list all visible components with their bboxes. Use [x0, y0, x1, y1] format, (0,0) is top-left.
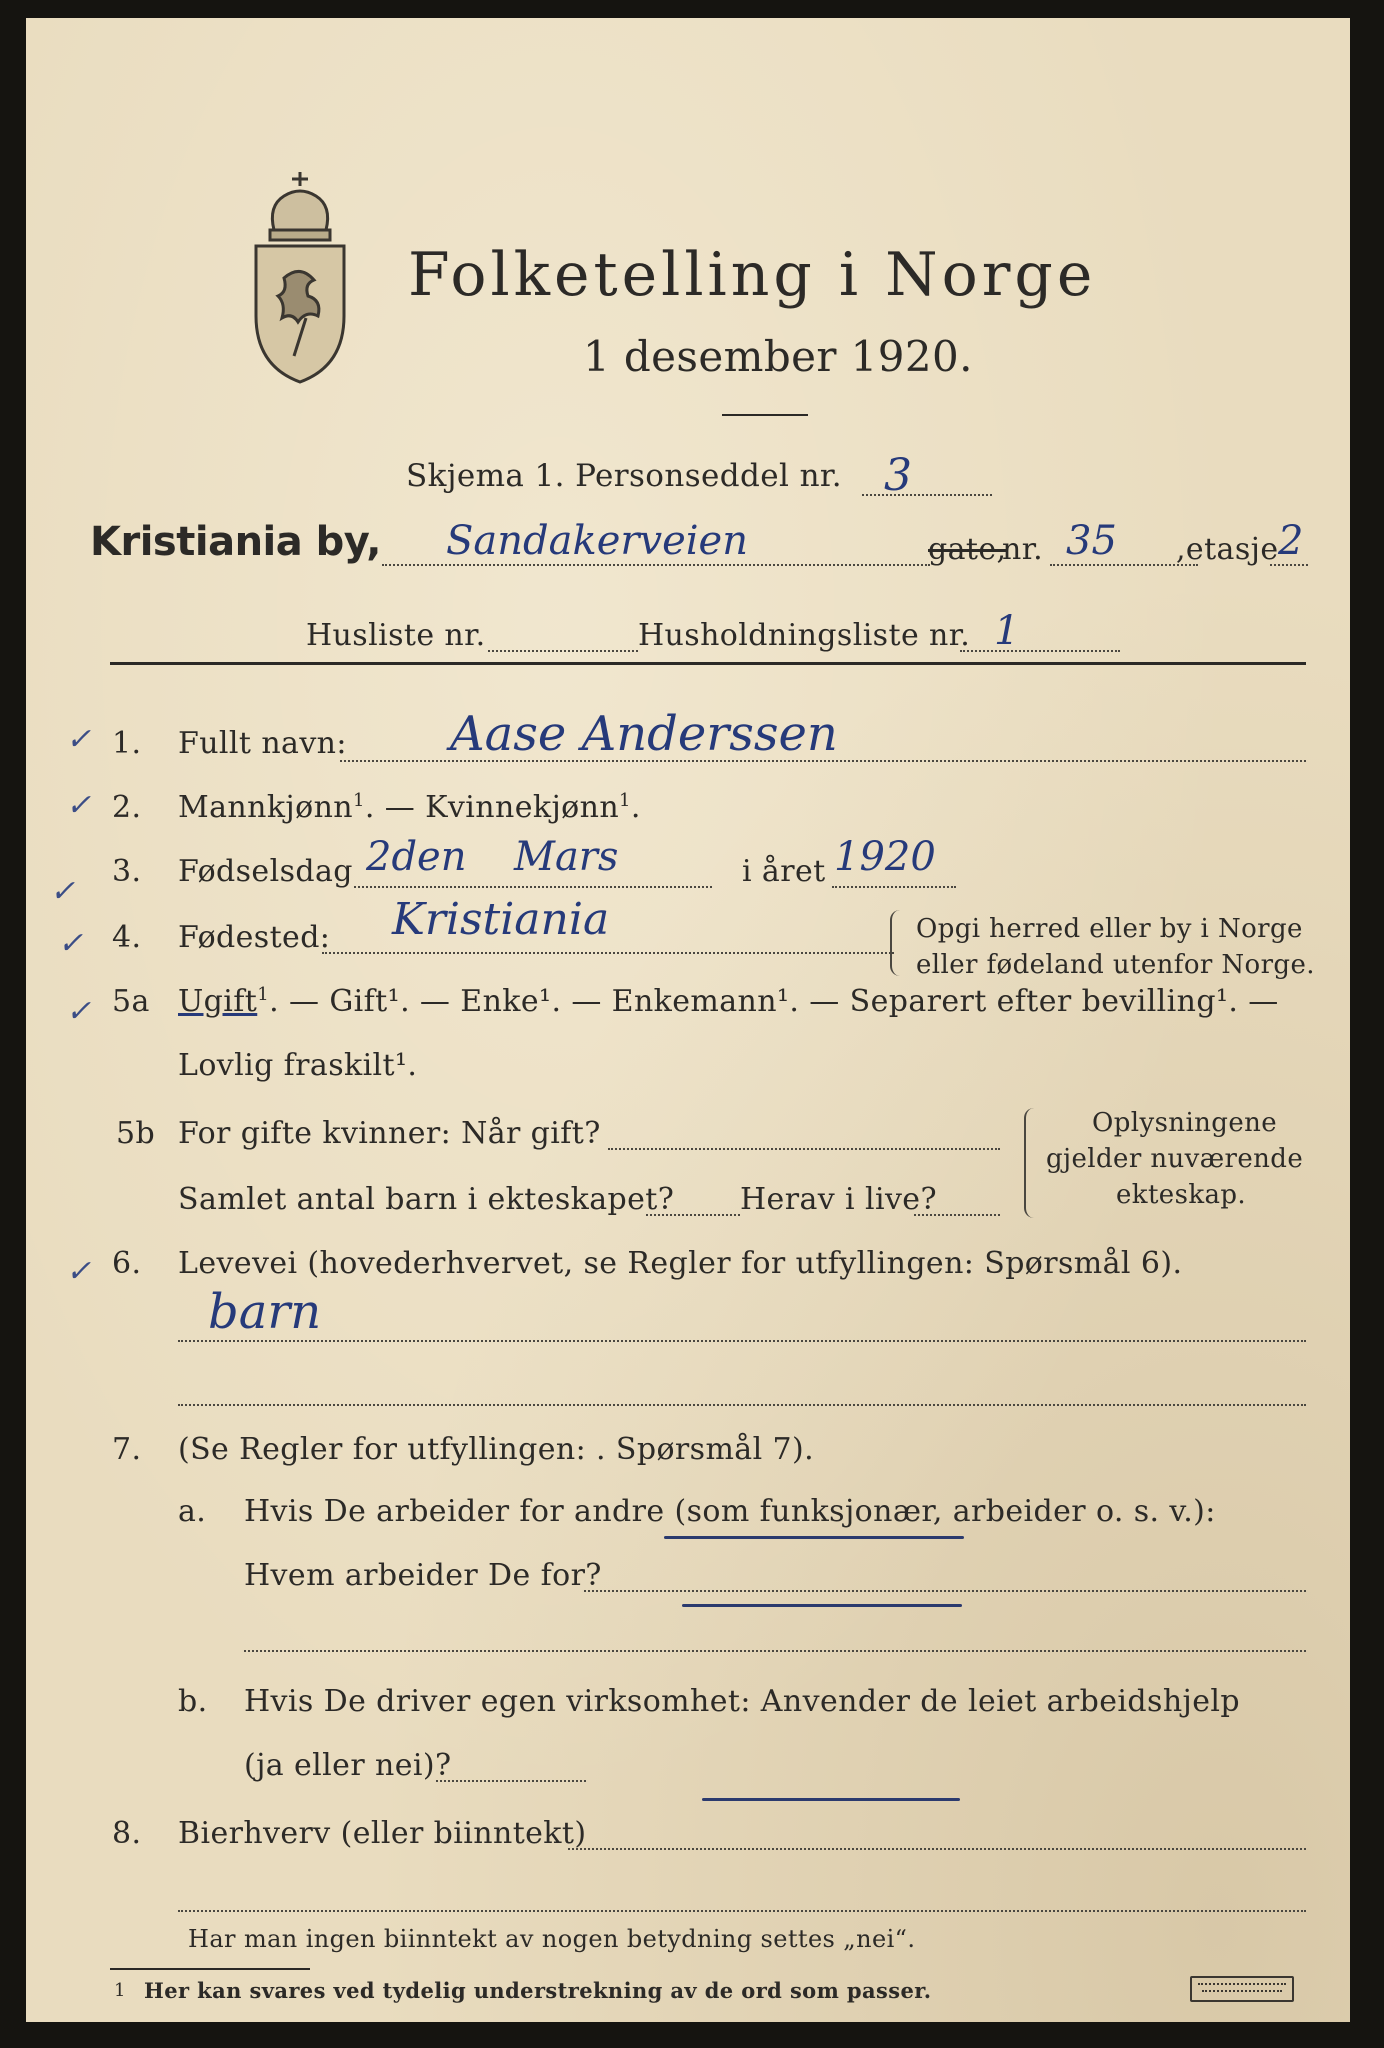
checkmark: ✓ [66, 1254, 92, 1289]
q5a-number: 5a [112, 984, 150, 1019]
checkmark: ✓ [66, 788, 92, 823]
husholdningsliste-value: 1 [994, 608, 1020, 654]
q7b-letter: b. [178, 1684, 208, 1719]
q5b-note-brace [1024, 1108, 1036, 1218]
city-label: Kristiania by, [90, 519, 381, 565]
q4-note-line2: eller fødeland utenfor Norge. [916, 950, 1315, 980]
q5b-label3: Herav i live? [740, 1182, 937, 1217]
male-option: Mannkjønn [178, 790, 354, 825]
q7a-sub: Hvem arbeider De for? [244, 1558, 602, 1593]
etasje-line [1270, 564, 1308, 566]
q6-label: Levevei (hovederhvervet, se Regler for utfyllingen: Spørsmål 6). [178, 1246, 1183, 1281]
etasje-label: ,etasje [1176, 532, 1279, 567]
q4-note-line1: Opgi herred eller by i Norge [916, 914, 1303, 944]
q8-number: 8. [112, 1816, 142, 1851]
q5b-note-line3: ekteskap. [1116, 1180, 1247, 1210]
q3-year-label: i året [742, 854, 826, 889]
q6-number: 6. [112, 1246, 142, 1281]
nr-value: 35 [1066, 518, 1117, 564]
q5b-label2: Samlet antal barn i ekteskapet? [178, 1182, 675, 1217]
q8-dash-stroke [702, 1798, 960, 1801]
q3-label: Fødselsdag [178, 854, 353, 889]
nr-label: nr. [1002, 532, 1044, 567]
q3-year-value: 1920 [834, 834, 936, 880]
husholdningsliste-label: Husholdningsliste nr. [638, 618, 971, 653]
husliste-label: Husliste nr. [306, 618, 486, 653]
q3-year-line [832, 886, 956, 888]
q1-label: Fullt navn: [178, 726, 347, 761]
q7-number: 7. [112, 1432, 142, 1467]
q2-options: Mannkjønn$^1$. — Kvinnekjønn$^1$. [178, 790, 641, 825]
q5a-line2: Lovlig fraskilt¹. [178, 1048, 418, 1083]
street-line [382, 564, 930, 566]
checkmark: ✓ [58, 926, 84, 961]
schema-number-value: 3 [884, 450, 912, 501]
q7b-sub: (ja eller nei)? [244, 1748, 452, 1783]
schema-number-line [862, 494, 992, 496]
q3-day-value: 2den [366, 834, 467, 880]
husholdningsliste-line [960, 650, 1120, 652]
footnote-divider [110, 1968, 310, 1970]
q7a-dash-stroke-2 [682, 1604, 962, 1607]
q6-line2 [178, 1404, 1306, 1406]
q2-number: 2. [112, 790, 142, 825]
q8-line2 [178, 1910, 1306, 1912]
q3-month-value: Mars [514, 834, 619, 880]
q5a-other-options: . — Gift¹. — Enke¹. — Enkemann¹. — Separert efter bevilling¹. — [269, 984, 1279, 1019]
form-title: Folketelling i Norge [408, 240, 1097, 310]
title-divider [722, 414, 808, 416]
census-form [26, 18, 1350, 2022]
footer-note: Har man ingen biinntekt av nogen betydning settes „nei“. [188, 1925, 916, 1953]
coat-of-arms-icon [244, 168, 356, 388]
footnote-text: Her kan svares ved tydelig understrekning av de ord som passer. [144, 1978, 932, 2003]
q8-line1 [568, 1848, 1306, 1850]
q5b-married-line [608, 1148, 1000, 1150]
q8-label: Bierhverv (eller biinntekt) [178, 1816, 587, 1851]
gate-label: gate, [928, 532, 1007, 567]
footnote-mark: 1 [114, 1980, 126, 2001]
q5b-children-line [646, 1214, 740, 1216]
q7a-line1 [584, 1590, 1306, 1592]
q5b-note-line2: gjelder nuværende [1046, 1144, 1304, 1174]
q4-number: 4. [112, 920, 142, 955]
street-value: Sandakerveien [446, 518, 748, 564]
q3-number: 3. [112, 854, 142, 889]
female-option: Kvinnekjønn [425, 790, 620, 825]
q7b-line [436, 1780, 586, 1782]
q7a-text: Hvis De arbeider for andre (som funksjonær, arbeider o. s. v.): [244, 1494, 1216, 1529]
q5b-note-line1: Oplysningene [1092, 1108, 1278, 1138]
census-date: 1 desember 1920. [583, 332, 973, 381]
q3-date-line [354, 886, 712, 888]
q4-value: Kristiania [392, 894, 610, 945]
q4-label: Fødested: [178, 920, 331, 955]
q4-line [322, 952, 894, 954]
etasje-value: 2 [1278, 518, 1304, 564]
q6-value: barn [208, 1284, 322, 1340]
q6-line1 [178, 1340, 1306, 1342]
schema-label: Skjema 1. Personseddel nr. [406, 458, 842, 494]
checkmark: ✓ [50, 874, 76, 909]
checkmark: ✓ [66, 722, 92, 757]
q5b-label1: For gifte kvinner: Når gift? [178, 1116, 601, 1151]
q7b-text: Hvis De driver egen virksomhet: Anvender de leiet arbeidshjelp [244, 1684, 1240, 1719]
q7-label: (Se Regler for utfyllingen: . Spørsmål 7). [178, 1432, 815, 1467]
q5a-options: Ugift$^1$. — Gift¹. — Enke¹. — Enkemann¹. — Separert efter bevilling¹. — [178, 984, 1279, 1019]
q4-note-brace [890, 910, 900, 976]
q7a-letter: a. [178, 1494, 207, 1529]
printer-stamp [1190, 1976, 1294, 2002]
q7a-dash-stroke [664, 1536, 964, 1539]
checkmark: ✓ [66, 994, 92, 1029]
ugift-option: Ugift [178, 984, 258, 1019]
q5b-number: 5b [116, 1116, 156, 1151]
q1-value: Aase Anderssen [450, 706, 838, 762]
header-divider [110, 662, 1306, 665]
q7a-line2 [244, 1650, 1306, 1652]
q2-separator: . — [364, 790, 426, 825]
husliste-line [488, 650, 638, 652]
q1-number: 1. [112, 726, 142, 761]
q5b-alive-line [914, 1214, 1000, 1216]
